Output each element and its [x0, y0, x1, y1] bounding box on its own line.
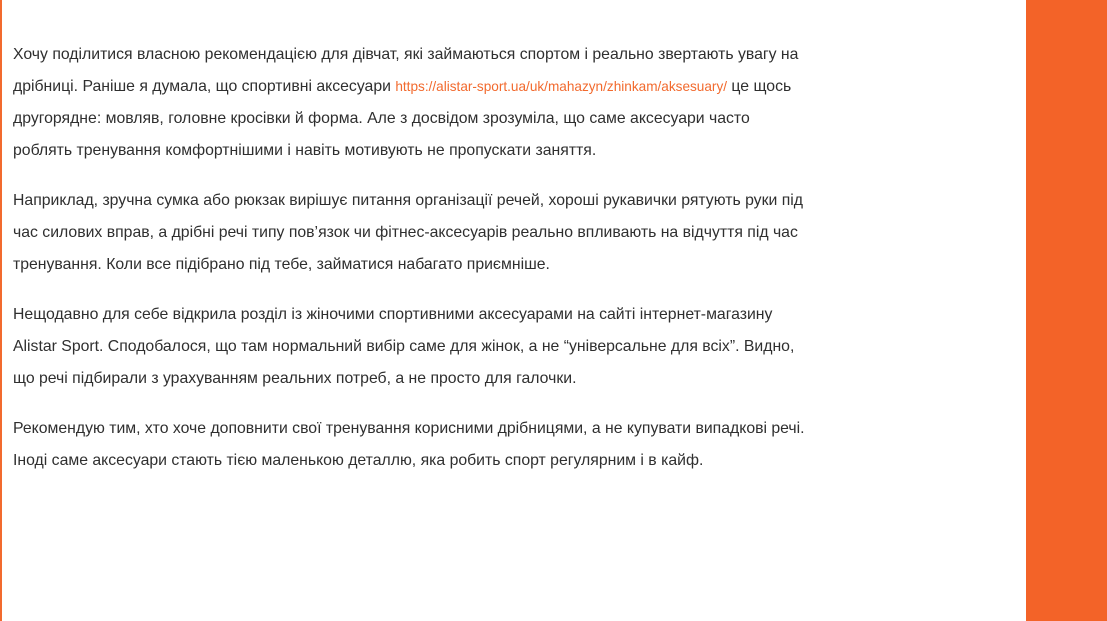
text-line — [13, 71, 1013, 103]
text-line: Нещодавно для себе відкрила розділ із жіночими спортивними аксесуарами на сайті інтернет-магазину — [13, 306, 773, 323]
text-line: час силових вправ, а дрібні речі типу пов’язок чи фітнес-аксесуарів реально впливають на відчуття під час — [13, 224, 798, 241]
text-line: роблять тренування комфортнішими і навіть мотивують не пропускати заняття. — [13, 142, 597, 159]
paragraph-3 — [13, 299, 1013, 395]
paragraph-2 — [13, 185, 1013, 281]
text-line: Хочу поділитися власною рекомендацією для дівчат, які займаються спортом і реально звертають увагу на — [13, 46, 799, 63]
text-line: Іноді саме аксесуари стають тією маленькою деталлю, яка робить спорт регулярним і в кайф. — [13, 452, 704, 469]
paragraph-1 — [13, 39, 1013, 167]
post-content — [13, 39, 1013, 495]
accessories-link[interactable]: https://alistar-sport.ua/uk/mahazyn/zhinkam/aksesuary/ — [395, 79, 728, 94]
text-line: Наприклад, зручна сумка або рюкзак вирішує питання організації речей, хороші рукавички рятують руки під — [13, 192, 803, 209]
text-line: тренування. Коли все підібрано під тебе, займатися набагато приємніше. — [13, 256, 550, 273]
text-line: другорядне: мовляв, головне кросівки й форма. Але з досвідом зрозуміла, що саме аксесуари часто — [13, 110, 750, 127]
paragraph-4 — [13, 413, 1013, 477]
text-line: що речі підбирали з урахуванням реальних потреб, а не просто для галочки. — [13, 370, 577, 387]
text-fragment: це щось — [727, 78, 792, 95]
text-line: Alistar Sport. Сподобалося, що там нормальний вибір саме для жінок, а не “універсальне для всіх”. Видно, — [13, 338, 795, 355]
left-accent-border — [0, 0, 2, 621]
text-line: Рекомендую тим, хто хоче доповнити свої тренування корисними дрібницями, а не купувати випадкові речі. — [13, 420, 805, 437]
right-accent-panel — [1026, 0, 1107, 621]
text-fragment: дрібниці. Раніше я думала, що спортивні аксесуари — [13, 78, 396, 95]
